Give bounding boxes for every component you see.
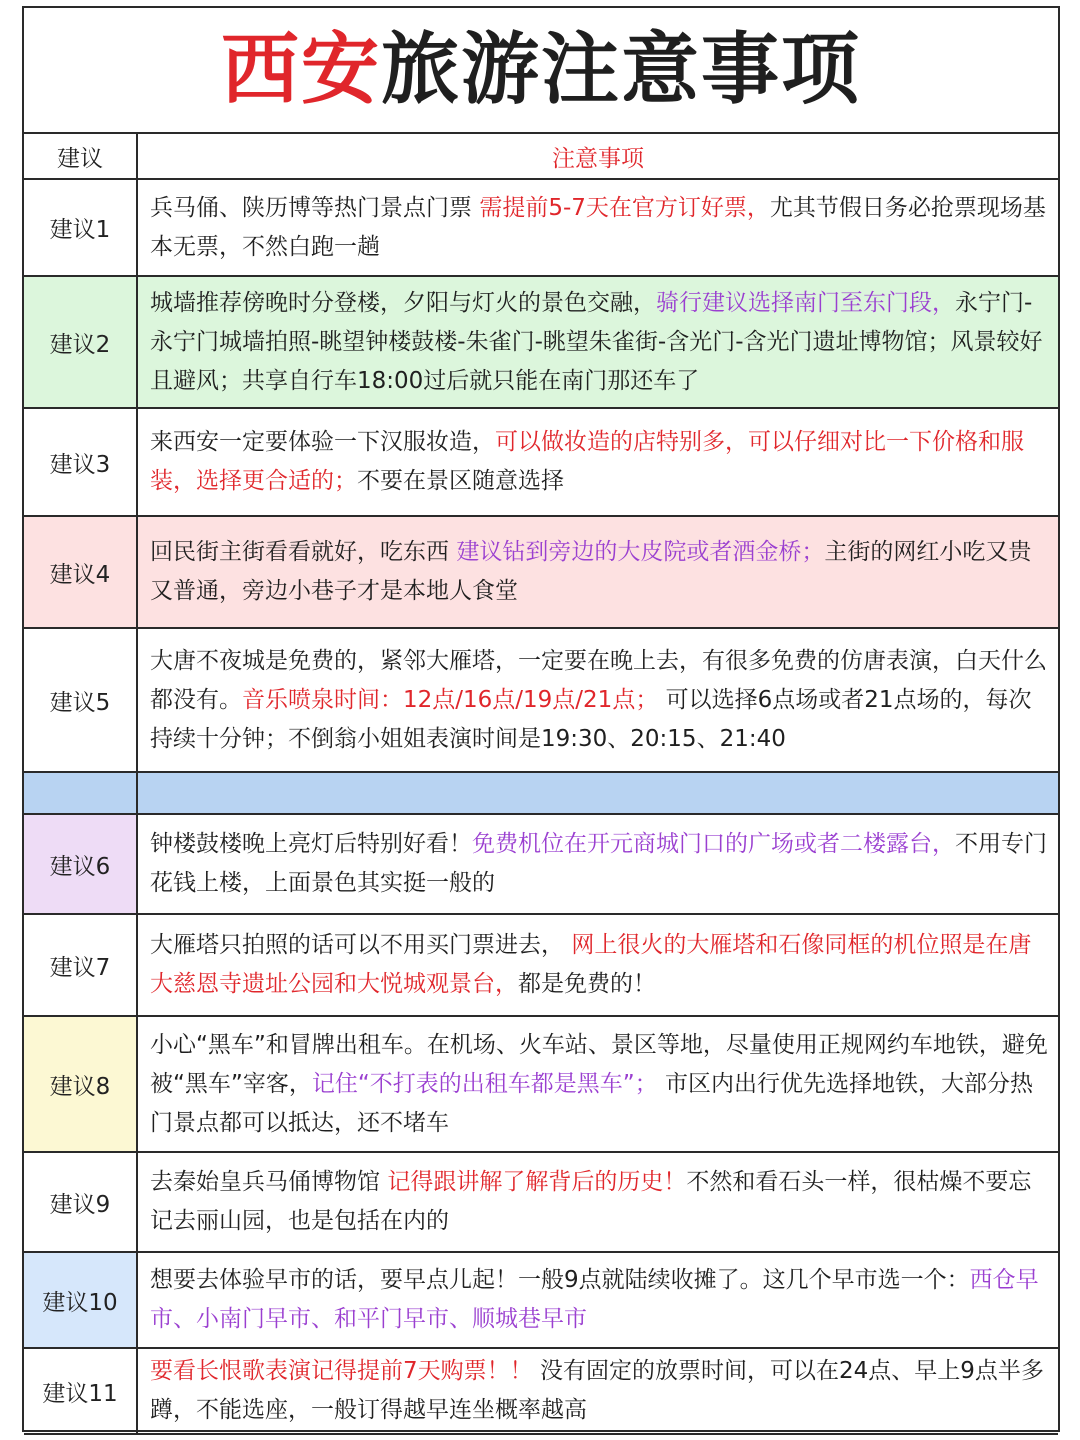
row-label: 建议9 [24, 1152, 137, 1252]
header-col-notes: 注意事项 [137, 134, 1058, 179]
table-row [24, 1016, 1058, 1152]
row-content: 大雁塔只拍照的话可以不用买门票进去， 网上很火的大雁塔和石像同框的机位照是在唐大慈恩寺遗址公园和大悦城观景台，都是免费的！ [137, 914, 1058, 1016]
table-row [24, 814, 1058, 914]
row-label: 建议3 [24, 408, 137, 516]
row-content: 大唐不夜城是免费的，紧邻大雁塔，一定要在晚上去，有很多免费的仿唐表演，白天什么都没有。音乐喷泉时间：12点/16点/19点/21点； 可以选择6点场或者21点场的，每次持续十分钟；不倒翁小姐姐表演时间是19:30、20:15、21:40 [137, 628, 1058, 772]
row-content: 城墙推荐傍晚时分登楼，夕阳与灯火的景色交融，骑行建议选择南门至东门段，永宁门-永宁门城墙拍照-眺望钟楼鼓楼-朱雀门-眺望朱雀街-含光门-含光门遗址博物馆；风景较好且避风；共享自行车18:00过后就只能在南门那还车了 [137, 276, 1058, 408]
table-header [24, 134, 1058, 179]
table-row [24, 914, 1058, 1016]
row-label: 建议8 [24, 1016, 137, 1152]
title-city: 西安 [220, 25, 381, 115]
row-content: 回民街主街看看就好，吃东西 建议钻到旁边的大皮院或者酒金桥；主街的网红小吃又贵又普通，旁边小巷子才是本地人食堂 [137, 516, 1058, 628]
row-content: 去秦始皇兵马俑博物馆 记得跟讲解了解背后的历史！不然和看石头一样，很枯燥不要忘记去丽山园，也是包括在内的 [137, 1152, 1058, 1252]
title-rest: 旅游注意事项 [381, 25, 862, 115]
table-row [24, 628, 1058, 772]
row-label: 建议6 [24, 814, 137, 914]
table-row [24, 1252, 1058, 1348]
tips-table [24, 134, 1058, 1435]
row-content: 要看长恨歌表演记得提前7天购票！！ 没有固定的放票时间，可以在24点、早上9点半多蹲，不能选座，一般订得越早连坐概率越高 [137, 1348, 1058, 1434]
separator-cell [24, 772, 137, 814]
table-row [24, 516, 1058, 628]
row-content: 小心“黑车”和冒牌出租车。在机场、火车站、景区等地，尽量使用正规网约车地铁，避免被“黑车”宰客，记住“不打表的出租车都是黑车”； 市区内出行优先选择地铁，大部分热门景点都可以抵达，还不堵车 [137, 1016, 1058, 1152]
row-label: 建议7 [24, 914, 137, 1016]
row-label: 建议4 [24, 516, 137, 628]
separator-row [24, 772, 1058, 814]
table-row [24, 1348, 1058, 1434]
table-row [24, 179, 1058, 276]
row-content: 兵马俑、陕历博等热门景点门票 需提前5-7天在官方订好票，尤其节假日务必抢票现场基本无票，不然白跑一趟 [137, 179, 1058, 276]
page-title [24, 8, 1058, 134]
table-row [24, 276, 1058, 408]
row-label: 建议10 [24, 1252, 137, 1348]
row-label: 建议5 [24, 628, 137, 772]
row-content: 想要去体验早市的话，要早点儿起！一般9点就陆续收摊了。这几个早市选一个：西仓早市、小南门早市、和平门早市、顺城巷早市 [137, 1252, 1058, 1348]
table-row [24, 408, 1058, 516]
separator-cell [137, 772, 1058, 814]
header-col-suggestion: 建议 [24, 134, 137, 179]
table-row [24, 1152, 1058, 1252]
row-content: 钟楼鼓楼晚上亮灯后特别好看！免费机位在开元商城门口的广场或者二楼露台，不用专门花钱上楼，上面景色其实挺一般的 [137, 814, 1058, 914]
tips-sheet [22, 6, 1060, 1432]
row-content: 来西安一定要体验一下汉服妆造，可以做妆造的店特别多，可以仔细对比一下价格和服装，选择更合适的；不要在景区随意选择 [137, 408, 1058, 516]
row-label: 建议11 [24, 1348, 137, 1434]
row-label: 建议2 [24, 276, 137, 408]
row-label: 建议1 [24, 179, 137, 276]
